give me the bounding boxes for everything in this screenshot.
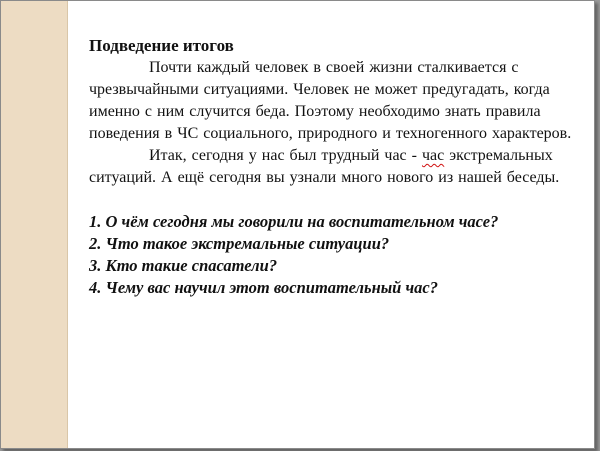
question-1: 1. О чём сегодня мы говорили на воспитательном часе? (89, 212, 499, 231)
slide-side-band (1, 1, 68, 448)
question-4: 4. Чему вас научил этот воспитательный час? (89, 278, 438, 297)
paragraph-1: Почти каждый человек в своей жизни сталкивается с чрезвычайными ситуациями. Человек не может предугадать, когда именно с ним случится беда. Поэтому необходимо знать правила поведения в ЧС социального, природного и техногенного характеров. (89, 59, 572, 142)
question-2: 2. Что такое экстремальные ситуации? (89, 234, 390, 253)
slide-content (89, 35, 579, 299)
spellcheck-flagged-word: час (421, 147, 445, 164)
paragraph-2 (89, 145, 579, 189)
paragraph-2-text-start: Итак, сегодня у нас был трудный час - (149, 147, 422, 164)
slide-heading: Подведение итогов (89, 36, 234, 55)
question-3: 3. Кто такие спасатели? (89, 256, 278, 275)
blank-line (89, 189, 579, 211)
paragraph-2-text-end: экстремальных ситуаций. А ещё сегодня вы узнали много нового из нашей беседы. (89, 147, 560, 186)
